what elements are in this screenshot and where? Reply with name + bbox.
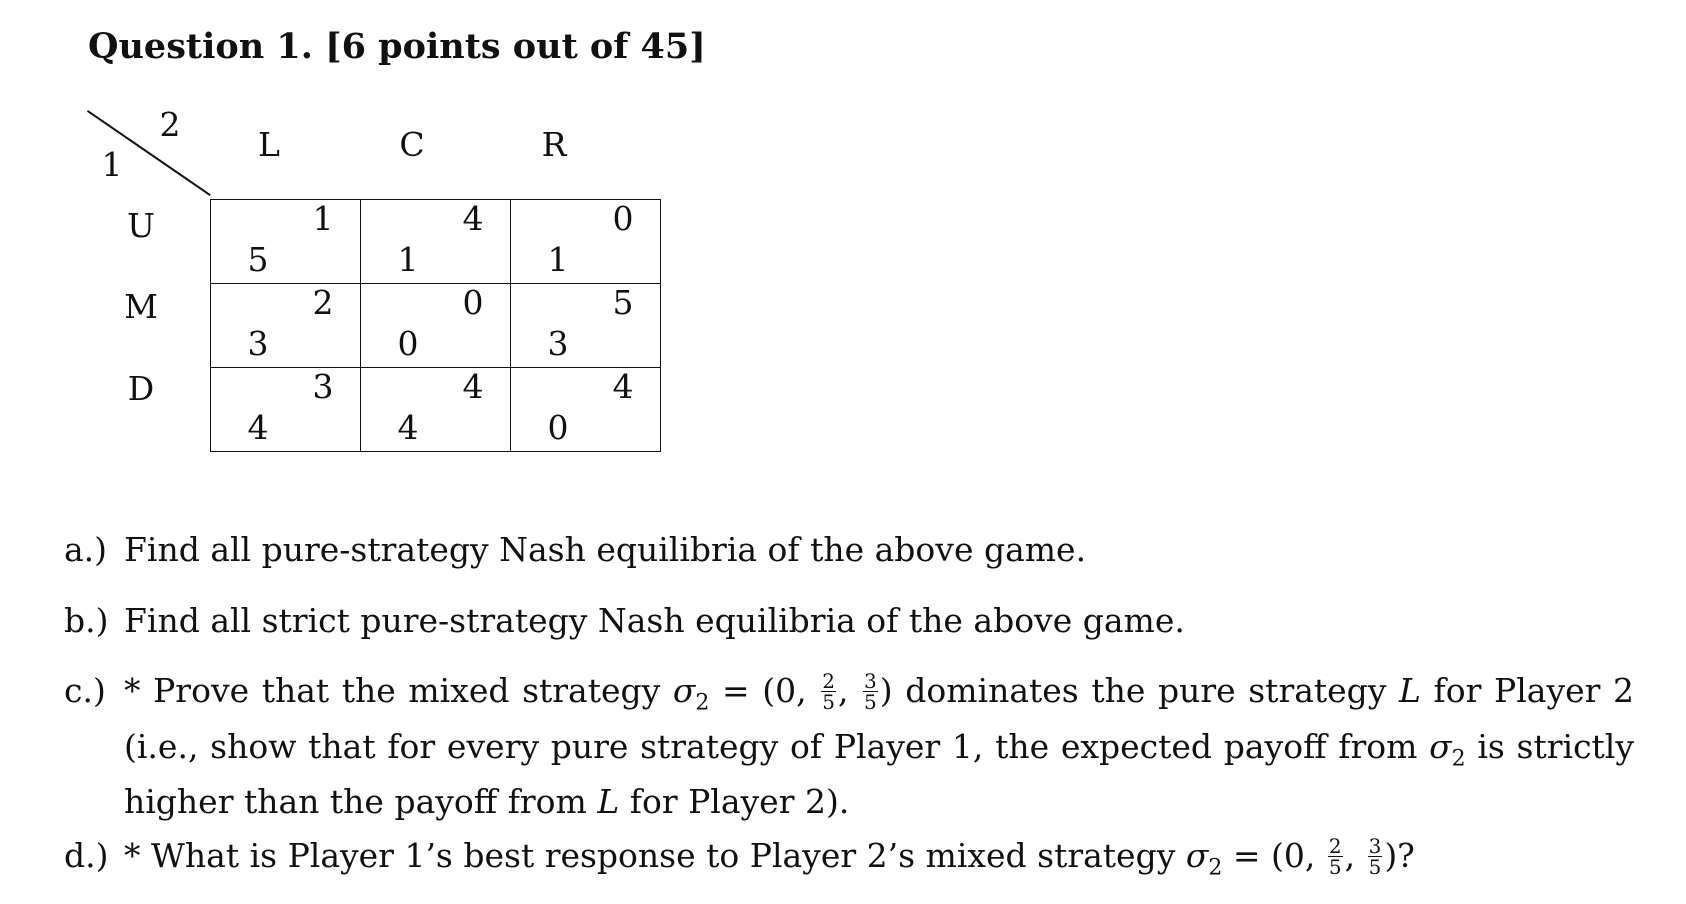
payoff-player1: 0 [397, 324, 419, 363]
fraction-numerator: 3 [1368, 834, 1382, 858]
payoff-player2: 4 [462, 199, 484, 238]
payoff-player2: 4 [612, 367, 634, 406]
question-d-equals: = (0, [1222, 836, 1326, 875]
payoff-player1: 4 [397, 408, 419, 447]
cell-m-r [511, 284, 661, 368]
payoff-player1: 3 [547, 324, 569, 363]
fraction-three-fifths [1368, 836, 1383, 877]
payoff-matrix [210, 199, 661, 452]
question-c-part: ) dominates the pure strategy [879, 671, 1400, 710]
column-player-label: 2 [159, 105, 181, 144]
row-label-d: D [127, 369, 155, 408]
fraction-denominator: 5 [1328, 855, 1342, 879]
sigma-subscript: 2 [695, 690, 710, 716]
question-c-part: for Player 2 (i.e., show that for every pure strategy of Player 1, the expected payoff from [124, 671, 1634, 766]
fraction-denominator: 5 [822, 690, 835, 714]
question-c-star: * [124, 671, 141, 710]
matrix-row-d [211, 368, 661, 452]
payoff-player1: 0 [547, 408, 569, 447]
payoff-player2: 0 [612, 199, 634, 238]
question-c-key-wrap [64, 669, 124, 712]
payoff-player1: 1 [547, 240, 569, 279]
payoff-player2: 3 [312, 367, 334, 406]
cell-m-c [361, 284, 511, 368]
question-c-part: is strictly higher than the payoff from [124, 726, 1635, 822]
payoff-player1: 4 [247, 408, 269, 447]
question-b-key: b.) [64, 601, 109, 640]
sigma-symbol: σ [1429, 726, 1452, 766]
fraction-denominator: 5 [1368, 855, 1382, 879]
payoff-player1: 1 [397, 240, 419, 279]
question-d-part: )? [1384, 836, 1415, 875]
row-label-u: U [127, 206, 155, 245]
cell-m-l [211, 284, 361, 368]
payoff-player1: 5 [247, 240, 269, 279]
payoff-player2: 5 [612, 283, 634, 322]
question-a [64, 528, 1086, 571]
row-player-label: 1 [101, 145, 123, 184]
payoff-player2: 4 [462, 367, 484, 406]
question-d-key: d.) [64, 836, 109, 875]
sigma-subscript: 2 [1451, 746, 1466, 772]
fraction-numerator: 3 [864, 669, 877, 693]
question-c-part: for Player 2). [619, 782, 850, 822]
fraction-denominator: 5 [864, 690, 877, 714]
cell-d-l [211, 368, 361, 452]
question-title: Question 1. [6 points out of 45] [88, 26, 706, 67]
sigma-symbol: σ [1185, 836, 1209, 875]
column-label-c: C [399, 125, 425, 164]
fraction-numerator: 2 [1328, 834, 1342, 858]
cell-u-l [211, 200, 361, 284]
matrix-row-u [211, 200, 661, 284]
question-c-part: Prove that the mixed strategy [153, 671, 661, 710]
question-c-equals: = (0, [709, 671, 820, 710]
question-d-part: What is Player 1’s best response to Player 2’s mixed strategy [151, 836, 1176, 875]
question-b [64, 599, 1185, 642]
cell-u-r [511, 200, 661, 284]
fraction-numerator: 2 [822, 669, 835, 693]
cell-d-c [361, 368, 511, 452]
question-a-text: Find all pure-strategy Nash equilibria of the above game. [124, 530, 1087, 569]
column-label-r: R [541, 125, 567, 164]
row-label-m: M [124, 287, 158, 326]
sigma-subscript: 2 [1208, 855, 1223, 881]
cell-d-r [511, 368, 661, 452]
payoff-player2: 2 [312, 283, 334, 322]
question-d-star: * [124, 836, 141, 875]
question-c-key: c.) [64, 671, 106, 710]
sigma-symbol: σ [672, 671, 696, 710]
payoff-player1: 3 [247, 324, 269, 363]
question-b-text: Find all strict pure-strategy Nash equilibria of the above game. [124, 601, 1185, 640]
fraction-three-fifths [863, 671, 878, 712]
strategy-l-symbol: L [1399, 671, 1421, 710]
cell-u-c [361, 200, 511, 284]
column-label-l: L [258, 125, 280, 164]
payoff-player2: 1 [312, 199, 334, 238]
payoff-player2: 0 [462, 283, 484, 322]
fraction-two-fifths [821, 671, 836, 712]
strategy-l-symbol: L [597, 782, 620, 822]
matrix-row-m [211, 284, 661, 368]
question-d: d.) * What is Player 1’s best response to Player 2’s mixed strategy $\sigma_2 = (0$, $\frac{2}{5}$ , $\frac{3}{5}$ )? [64, 834, 1415, 881]
question-a-key: a.) [64, 530, 108, 569]
fraction-two-fifths [1328, 836, 1343, 877]
question-c-text: * Prove that the mixed strategy $\sigma_2 = (0$, $\frac{2}{5}$ , $\frac{3}{5}$ ) dominates the pure strategy L for Player 2 (i.e., show that for every pure strategy of Player 1, the expected payoff from $\sigma_2$ is strictly higher than the payoff from L for Player 2). [124, 669, 1635, 822]
